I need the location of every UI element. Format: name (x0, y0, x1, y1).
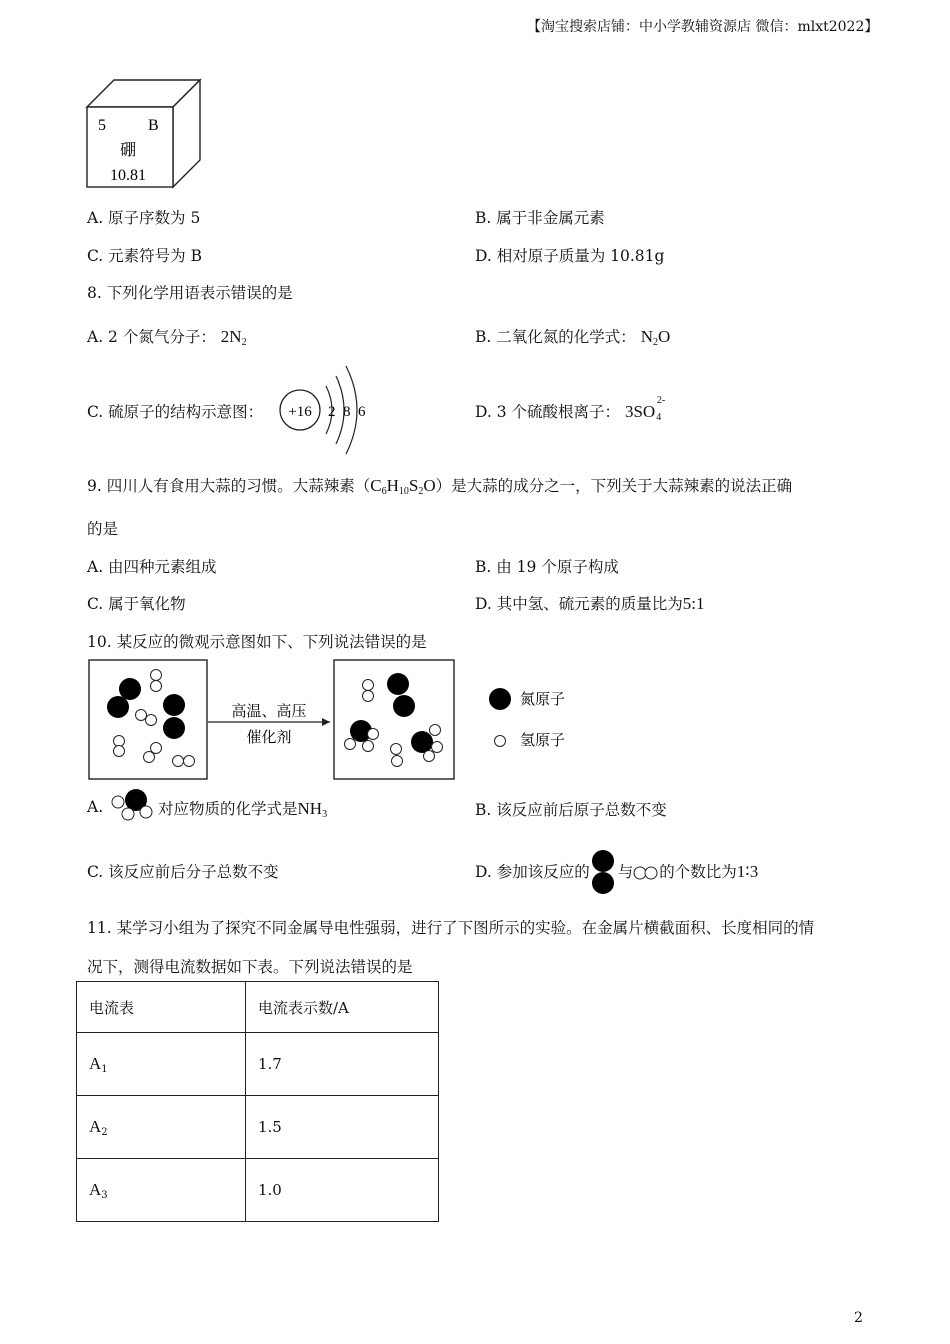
q9-stem: 9. 四川人有食用大蒜的习惯。大蒜辣素$(C_6H_{10}S_2O)$是大蒜的成分之一，下列关于大蒜辣素的说法正确 (87, 476, 793, 497)
q10-option-d: D. 参加该反应的 与 的个数比为1∶3 (475, 860, 758, 882)
q8-option-d: D. 3 个硫酸根离子： 3SO 2- 4 (475, 395, 666, 423)
table-row (77, 1033, 439, 1096)
shell-1-count: 2 (328, 404, 336, 420)
q11-stem-cont: 况下，测得电流数据如下表。下列说法错误的是 (87, 958, 413, 976)
table-cell-value: 1.5 (246, 1096, 439, 1159)
page-header: 【淘宝搜索店铺：中小学教辅资源店 微信：mlxt2022】 (527, 19, 879, 35)
table-header-row (77, 982, 439, 1033)
q7-option-d: D. 相对原子质量为 10.81g (475, 247, 665, 265)
q10-option-c: C. 该反应前后分子总数不变 (87, 863, 279, 881)
legend-hydrogen-atom (495, 736, 506, 747)
reaction-condition-1: 高温、高压 (231, 702, 307, 720)
ammonia-molecule-icon (108, 788, 158, 824)
q10-stem: 10. 某反应的微观示意图如下、下列说法错误的是 (87, 633, 427, 651)
table-cell-meter: $A_1$ (77, 1033, 246, 1096)
sulfur-atom-structure-diagram (276, 362, 376, 458)
element-mass: 10.81 (110, 167, 146, 184)
q10-option-a-text: 对应物质的化学式是$NH_3$ (158, 799, 328, 820)
element-cell-diagram (84, 78, 204, 190)
hydrogen-molecule-icon (633, 866, 659, 880)
q7-option-c: C. 元素符号为 B (87, 247, 202, 265)
shell-3-count: 6 (358, 404, 366, 420)
q9-option-a: A. 由四种元素组成 (87, 558, 217, 576)
nitrogen-molecule-icon (590, 849, 618, 897)
table-header-cell: 电流表示数/A (246, 982, 439, 1033)
legend-nitrogen-atom (489, 688, 511, 710)
legend-hydrogen-label: 氢原子 (520, 731, 566, 749)
reaction-micro-diagram (86, 656, 606, 784)
q9-option-b: B. 由 19 个原子构成 (475, 558, 619, 576)
q9-option-c: C. 属于氧化物 (87, 595, 186, 613)
q7-option-b: B. 属于非金属元素 (475, 209, 605, 227)
table-cell-value: 1.7 (246, 1033, 439, 1096)
page-number: 2 (854, 1310, 863, 1326)
current-data-table (76, 981, 439, 1222)
q8-option-c-label: C. 硫原子的结构示意图： (87, 403, 264, 421)
q10-option-a-prefix: A. (87, 798, 104, 816)
table-cell-value: 1.0 (246, 1159, 439, 1222)
table-header-cell: 电流表 (77, 982, 246, 1033)
legend-nitrogen-label: 氮原子 (520, 690, 566, 708)
table-cell-meter: $A_2$ (77, 1096, 246, 1159)
shell-2-count: 8 (343, 404, 351, 420)
q7-option-a: A. 原子序数为 5 (87, 209, 201, 227)
q8-option-a: A. 2 个氮气分子： $2N_2$ (87, 327, 247, 348)
nucleus-charge: +16 (288, 404, 312, 420)
reaction-condition-2: 催化剂 (246, 728, 292, 746)
q8-stem: 8. 下列化学用语表示错误的是 (87, 284, 293, 302)
q9-stem-cont: 的是 (87, 520, 119, 538)
element-symbol: B (148, 117, 159, 134)
table-cell-meter: $A_3$ (77, 1159, 246, 1222)
q10-option-b: B. 该反应前后原子总数不变 (475, 801, 667, 819)
q9-option-d: D. 其中氢、硫元素的质量比为5:1 (475, 594, 705, 613)
table-row (77, 1159, 439, 1222)
element-name: 硼 (120, 140, 137, 159)
q11-stem: 11. 某学习小组为了探究不同金属导电性强弱，进行了下图所示的实验。在金属片横截面积、长度相同的情 (87, 919, 815, 937)
q8-option-b: B. 二氧化氮的化学式： $N_2O$ (475, 327, 671, 348)
element-number: 5 (98, 117, 106, 134)
table-row (77, 1096, 439, 1159)
